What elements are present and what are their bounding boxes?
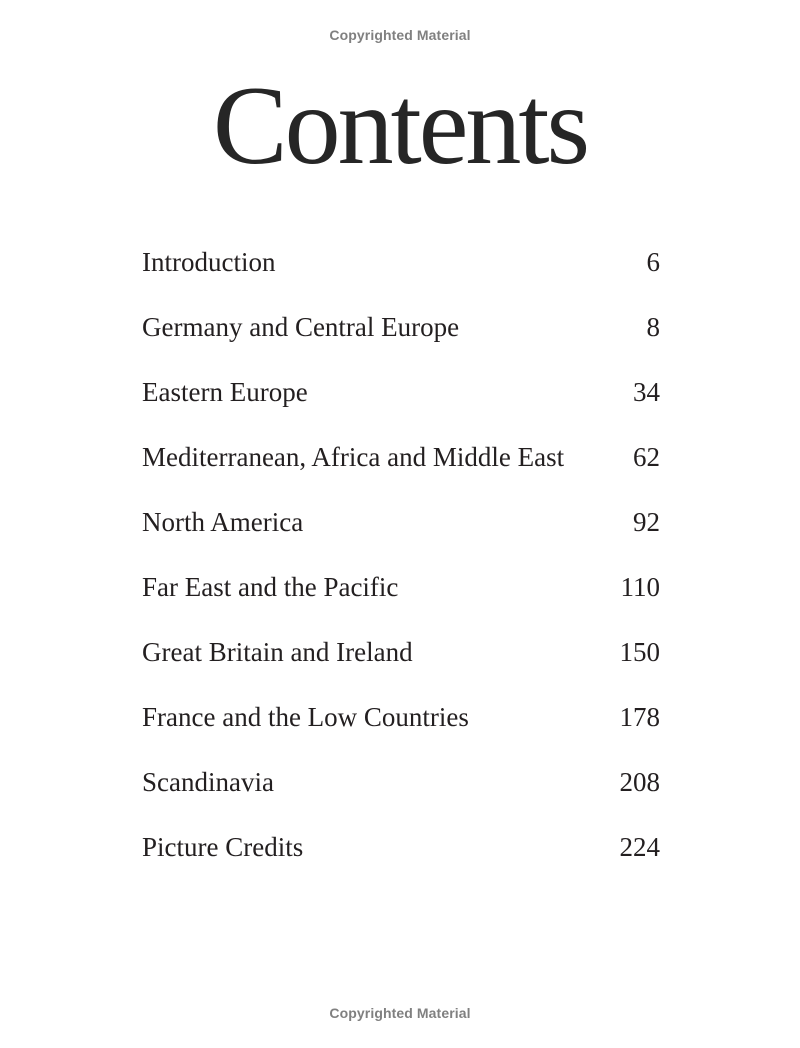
toc-entry-title: Picture Credits <box>142 832 304 862</box>
toc-entry-picture-credits[interactable] <box>142 825 660 890</box>
toc-entry-far-east-pacific[interactable] <box>142 565 660 630</box>
toc-entry-scandinavia[interactable] <box>142 760 660 825</box>
toc-entry-title: North America <box>142 507 304 537</box>
toc-entry-page-number: 34 <box>633 377 660 407</box>
page-title: Contents <box>212 64 588 188</box>
toc-entry-eastern-europe[interactable] <box>142 370 660 435</box>
table-of-contents <box>142 240 660 890</box>
toc-entry-page-number: 62 <box>633 442 660 472</box>
toc-entry-introduction[interactable] <box>142 240 660 305</box>
toc-entry-north-america[interactable] <box>142 500 660 565</box>
toc-entry-title: Mediterranean, Africa and Middle East <box>142 442 565 472</box>
toc-entry-france-low-countries[interactable] <box>142 695 660 760</box>
toc-entry-page-number: 6 <box>646 247 660 277</box>
toc-entry-page-number: 150 <box>619 637 660 667</box>
toc-entry-page-number: 178 <box>619 702 660 732</box>
toc-entry-title: Great Britain and Ireland <box>142 637 413 667</box>
toc-entry-title: Germany and Central Europe <box>142 312 460 342</box>
toc-entry-title: Eastern Europe <box>142 377 308 407</box>
toc-entry-title: Introduction <box>142 247 276 277</box>
toc-entry-page-number: 224 <box>619 832 660 862</box>
toc-entry-germany-central-europe[interactable] <box>142 305 660 370</box>
toc-entry-mediterranean-africa-middle-east[interactable] <box>142 435 660 500</box>
toc-entry-page-number: 8 <box>646 312 660 342</box>
toc-entry-page-number: 208 <box>619 767 660 797</box>
toc-entry-page-number: 92 <box>633 507 660 537</box>
copyright-watermark-bottom: Copyrighted Material <box>329 1005 471 1021</box>
toc-entry-title: Far East and the Pacific <box>142 572 399 602</box>
toc-entry-great-britain-ireland[interactable] <box>142 630 660 695</box>
copyright-watermark-top: Copyrighted Material <box>329 27 471 43</box>
toc-entry-title: Scandinavia <box>142 767 274 797</box>
toc-entry-page-number: 110 <box>620 572 660 602</box>
toc-entry-title: France and the Low Countries <box>142 702 469 732</box>
